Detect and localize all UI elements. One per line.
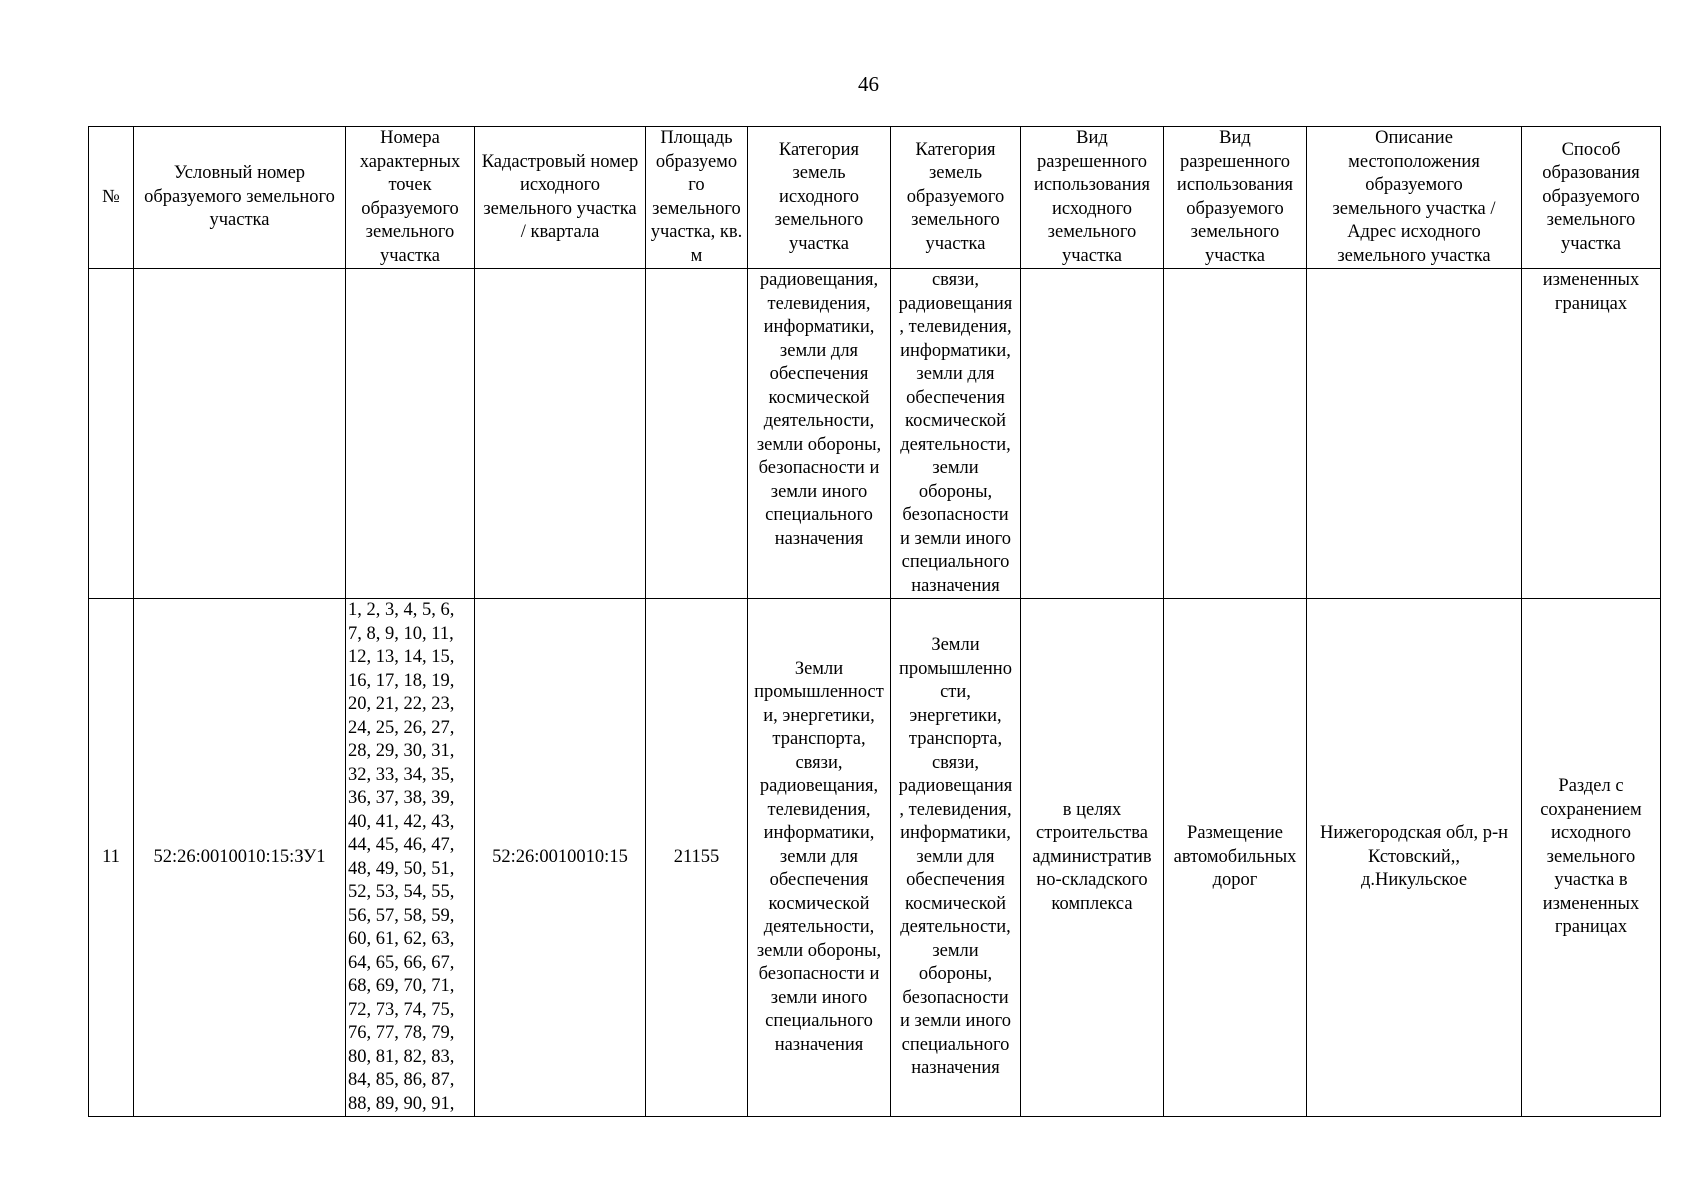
table-header-row [89, 127, 1661, 269]
cell-points [346, 269, 475, 599]
page-number: 46 [858, 72, 879, 96]
table-row [89, 599, 1661, 1117]
cell-location: Нижегородская обл, р-н Кстовский,, д.Никульское [1307, 599, 1522, 1117]
cell-category-formed: связи, радиовещания , телевидения, информатики, земли для обеспечения космической деятельности, земли обороны, безопасности и земли иного специального назначения [891, 269, 1021, 599]
cell-method: измененных границах [1522, 269, 1661, 599]
cell-method: Раздел с сохранением исходного земельного участка в измененных границах [1522, 599, 1661, 1117]
cell-use-source [1021, 269, 1164, 599]
header-conditional-number: Условный номер образуемого земельного участка [134, 127, 346, 269]
cell-num [89, 269, 134, 599]
cell-category-source: Земли промышленност и, энергетики, транспорта, связи, радиовещания, телевидения, информатики, земли для обеспечения космической деятельности, земли обороны, безопасности и земли иного специального назначения [748, 599, 891, 1117]
cell-conditional-number: 52:26:0010010:15:ЗУ1 [134, 599, 346, 1117]
header-category-formed: Категория земель образуемого земельного участка [891, 127, 1021, 269]
cell-points: 1, 2, 3, 4, 5, 6, 7, 8, 9, 10, 11, 12, 13, 14, 15, 16, 17, 18, 19, 20, 21, 22, 23, 24, 25, 26, 27, 28, 29, 30, 31, 32, 33, 34, 35, 36, 37, 38, 39, 40, 41, 42, 43, 44, 45, 46, 47, 48, 49, 50, 51, 52, 53, 54, 55, 56, 57, 58, 59, 60, 61, 62, 63, 64, 65, 66, 67, 68, 69, 70, 71, 72, 73, 74, 75, 76, 77, 78, 79, 80, 81, 82, 83, 84, 85, 86, 87, 88, 89, 90, 91, [346, 599, 475, 1117]
header-category-source: Категория земель исходного земельного участка [748, 127, 891, 269]
cell-use-source: в целях строительства административ но-складского комплекса [1021, 599, 1164, 1117]
table-row [89, 269, 1661, 599]
header-use-source: Вид разрешенного использования исходного земельного участка [1021, 127, 1164, 269]
cell-category-formed: Земли промышленно сти, энергетики, транспорта, связи, радиовещания , телевидения, информатики, земли для обеспечения космической деятельности, земли обороны, безопасности и земли иного специального назначения [891, 599, 1021, 1117]
header-method: Способ образования образуемого земельного участка [1522, 127, 1661, 269]
cell-category-source: радиовещания, телевидения, информатики, земли для обеспечения космической деятельности, земли обороны, безопасности и земли иного специального назначения [748, 269, 891, 599]
cell-num: 11 [89, 599, 134, 1117]
cell-cadastral-number [475, 269, 646, 599]
cell-area [646, 269, 748, 599]
cell-conditional-number [134, 269, 346, 599]
header-use-formed: Вид разрешенного использования образуемого земельного участка [1164, 127, 1307, 269]
cell-use-formed: Размещение автомобильных дорог [1164, 599, 1307, 1117]
land-plots-table [88, 126, 1661, 1117]
header-cadastral-number: Кадастровый номер исходного земельного участка / квартала [475, 127, 646, 269]
cell-area: 21155 [646, 599, 748, 1117]
cell-location [1307, 269, 1522, 599]
header-num: № [89, 127, 134, 269]
cell-cadastral-number: 52:26:0010010:15 [475, 599, 646, 1117]
header-area: Площадь образуемо го земельного участка, кв. м [646, 127, 748, 269]
header-points: Номера характерных точек образуемого земельного участка [346, 127, 475, 269]
cell-use-formed [1164, 269, 1307, 599]
header-location: Описание местоположения образуемого земельного участка / Адрес исходного земельного участка [1307, 127, 1522, 269]
